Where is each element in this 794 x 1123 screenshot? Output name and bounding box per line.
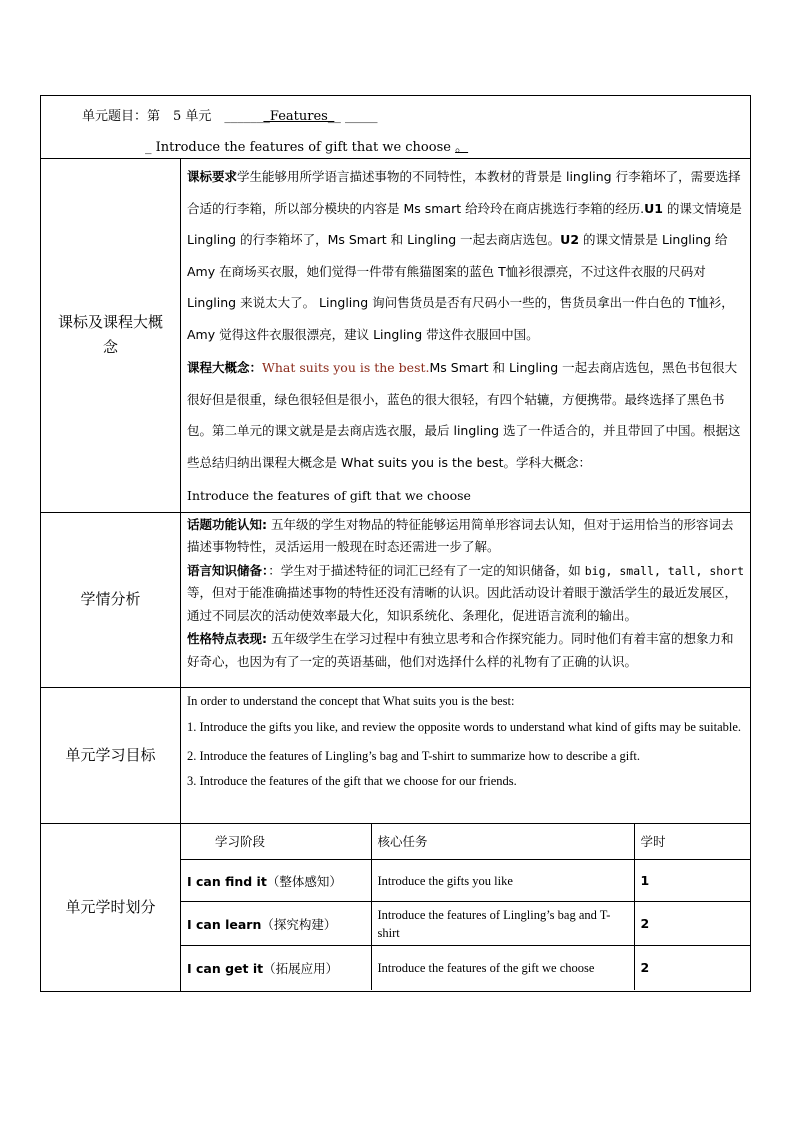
unit-title-blank: ______: [224, 109, 264, 124]
schedule-row: [181, 860, 751, 902]
requirement-text-1: 学生能够用所学语言描述事物的不同特性，本教材的背景是 lingling 行李箱坏了，需要选择合适的行李箱，所以部分模块的内容是 Ms smart 给玲玲在商店挑选行李箱的经历.: [187, 169, 741, 216]
stage-name: I can learn: [187, 916, 262, 932]
curriculum-label: 课标及课程大概念: [41, 159, 181, 513]
goal-item: 2. Introduce the features of Lingling’s bag and T-shirt to summarize how to describe a gift.: [187, 748, 641, 763]
schedule-header-row: [181, 824, 751, 860]
unit-plan-document: [40, 95, 750, 992]
stage-name: I can find it: [187, 873, 267, 889]
schedule-content: [181, 823, 751, 991]
big-concept-quote: What suits you is the best.: [262, 360, 430, 375]
schedule-header-task: 核心任务: [371, 824, 634, 860]
goals-label: 单元学习目标: [41, 687, 181, 823]
unit-theme-line: [41, 127, 750, 155]
language-knowledge-text-a: ：学生对于描述特征的词汇已经有了一定的知识储备，如: [268, 562, 585, 578]
personality-label: 性格特点表现:: [187, 631, 267, 646]
goal-item: 1. Introduce the gifts you like, and review the opposite words to understand what kind of gifts may be suitable.: [187, 719, 742, 734]
unit-title-blank-2: _ _____: [334, 109, 378, 124]
schedule-hours-cell: 2: [634, 946, 751, 990]
schedule-row: [181, 902, 751, 946]
requirement-text-3: 的课文情景是 Lingling 给 Amy 在商场买衣服，她们觉得一件带有熊猫图案的蓝色 T恤衫很漂亮，不过这件衣服的尺码对 Lingling 来说太大了。 Lingling 询问售货员是否有尺码小一些的，售货员拿出一件白色的 T恤衫，Amy 觉得这件衣服很漂亮，建议 Lingling 带这件衣服回中国。: [187, 232, 734, 342]
schedule-row: [181, 946, 751, 990]
schedule-header-stage: 学习阶段: [181, 824, 371, 860]
requirement-label: 课标要求: [187, 169, 238, 184]
language-knowledge-label: 语言知识储备：: [187, 562, 269, 578]
requirement-text-2: 的课文情境是 Lingling 的行李箱坏了，Ms Smart 和 Lingling 一起去商店选包。: [187, 200, 742, 247]
language-knowledge-words: big, small, tall, short: [584, 563, 744, 578]
stage-desc: （拓展应用）: [263, 960, 339, 976]
requirement-u2: U2: [560, 232, 580, 247]
analysis-content: [181, 512, 751, 687]
schedule-stage-cell: [181, 946, 371, 990]
requirement-u1: U1: [644, 200, 663, 216]
schedule-task-cell: Introduce the gifts you like: [371, 860, 634, 902]
schedule-hours-cell: 2: [634, 902, 751, 946]
goals-content: [181, 687, 751, 823]
stage-name: I can get it: [187, 960, 264, 976]
schedule-task-cell: Introduce the features of the gift we choose: [371, 946, 634, 990]
analysis-label: 学情分析: [41, 512, 181, 687]
schedule-label: 单元学时划分: [41, 823, 181, 991]
unit-title-cell: [41, 96, 751, 159]
topic-function-text: 五年级的学生对物品的特征能够运用简单形容词去认知，但对于运用恰当的形容词去描述事物特性，灵活运用一般现在时态还需进一步了解。: [187, 516, 734, 554]
unit-plan-table: [40, 95, 751, 992]
stage-desc: （探究构建）: [261, 916, 337, 932]
unit-theme-end: 。: [455, 140, 469, 155]
unit-theme-lead: _: [145, 140, 152, 155]
unit-title-line: [41, 96, 750, 127]
personality-text: 五年级学生在学习过程中有独立思考和合作探究能力。同时他们有着丰富的想象力和好奇心，也因为有了一定的英语基础，他们对选择什么样的礼物有了正确的认识。: [187, 631, 734, 669]
unit-theme-text: Introduce the features of gift that we choose: [151, 140, 456, 155]
big-concept-label: 课程大概念：: [187, 360, 263, 375]
unit-title-prefix: 单元题目：第 5 单元: [82, 109, 225, 124]
schedule-table: [181, 824, 751, 990]
stage-desc: （整体感知）: [266, 873, 342, 889]
schedule-task-cell: Introduce the features of Lingling’s bag and T-shirt: [371, 902, 634, 946]
schedule-header-hours: 学时: [634, 824, 751, 860]
schedule-hours-cell: 1: [634, 860, 751, 902]
language-knowledge-text-b: 等，但对于能准确描述事物的特性还没有清晰的认识。因此活动设计着眼于激活学生的最近发展区，通过不同层次的活动使效率最大化，知识系统化、条理化，促进语言流利的输出。: [187, 585, 738, 623]
big-concept-text: Ms Smart 和 Lingling 一起去商店选包，黑色书包很大很好但是很重，绿色很轻但是很小，蓝色的很大很轻，有四个轱辘，方便携带。最终选择了黑色书包。第二单元的课文就是是去商店选衣服，最后 lingling 选了一件适合的，并且带回了中国。根据这些总结归纳出课程大概念是 What suits you is the best。学科大概念：: [187, 360, 741, 470]
unit-title-name: _Features_: [263, 109, 335, 124]
topic-function-label: 话题功能认知:: [187, 516, 267, 532]
curriculum-content: [181, 159, 751, 513]
subject-concept: Introduce the features of gift that we choose: [187, 488, 471, 503]
schedule-stage-cell: [181, 902, 371, 946]
schedule-stage-cell: [181, 860, 371, 902]
goals-intro: In order to understand the concept that What suits you is the best:: [187, 693, 515, 708]
goal-item: 3. Introduce the features of the gift that we choose for our friends.: [187, 773, 517, 788]
